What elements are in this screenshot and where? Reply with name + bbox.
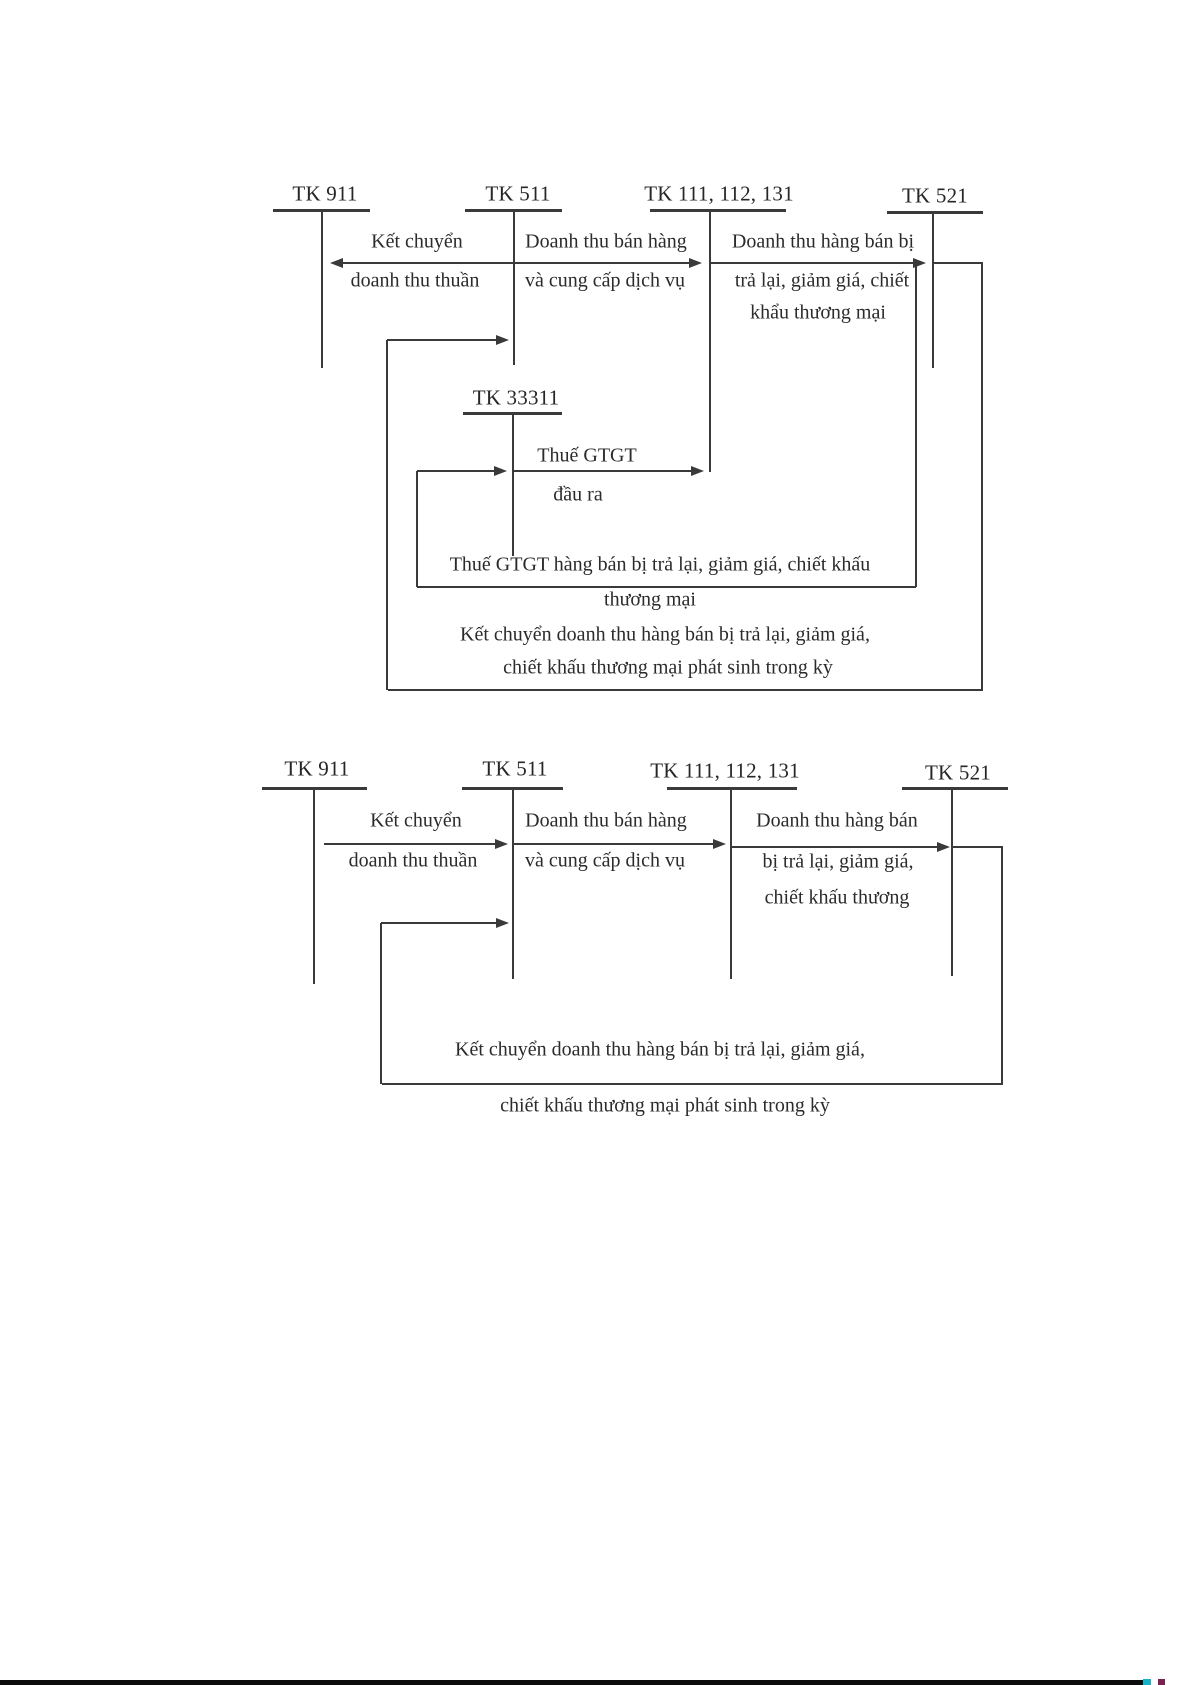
flow-label: Kết chuyển: [371, 230, 463, 253]
t-account-title-tk-521: TK 521: [925, 760, 991, 785]
t-account-stem-tk-511: [512, 788, 514, 979]
flow-line-horizontal: [338, 262, 514, 264]
t-account-bar-tk-111-112-131: [650, 209, 786, 212]
arrowhead-right-icon: [689, 258, 702, 268]
flow-line-horizontal: [417, 470, 498, 472]
flow-line-horizontal: [513, 470, 696, 472]
t-account-title-tk-521: TK 521: [902, 183, 968, 208]
flow-label: và cung cấp dịch vụ: [525, 849, 685, 872]
t-account-stem-tk-911: [313, 788, 315, 984]
flow-line-horizontal: [710, 262, 916, 264]
flow-label: Doanh thu bán hàng: [525, 230, 687, 253]
t-account-title-tk-911: TK 911: [292, 181, 358, 206]
flow-label: khẩu thương mại: [750, 301, 886, 324]
flow-line-vertical: [386, 340, 388, 690]
t-account-title-tk-33311: TK 33311: [472, 385, 560, 410]
t-account-title-tk-111-112-131: TK 111, 112, 131: [650, 758, 800, 783]
flow-line-horizontal: [933, 262, 983, 264]
flow-label: đầu ra: [553, 483, 603, 506]
page-bottom-bar: [0, 1680, 1143, 1685]
flow-line-horizontal: [514, 262, 694, 264]
arrowhead-right-icon: [496, 918, 509, 928]
t-account-title-tk-511: TK 511: [482, 756, 548, 781]
flow-line-vertical: [915, 264, 917, 587]
t-account-stem-tk-511: [513, 210, 515, 365]
flow-label: Doanh thu hàng bán bị: [731, 230, 915, 253]
flow-label: Kết chuyển doanh thu hàng bán bị trả lại, giảm giá,: [460, 623, 870, 646]
flow-line-horizontal: [324, 843, 500, 845]
arrowhead-right-icon: [494, 466, 507, 476]
flow-label: bị trả lại, giảm giá,: [762, 850, 914, 873]
flow-line-vertical: [981, 263, 983, 690]
flow-label: chiết khấu thương mại phát sinh trong kỳ: [500, 1094, 830, 1117]
arrowhead-right-icon: [913, 258, 926, 268]
flow-line-horizontal: [382, 1083, 1003, 1085]
flow-label: Kết chuyển: [370, 809, 462, 832]
flow-line-vertical: [1001, 847, 1003, 1084]
flow-line-vertical: [380, 923, 382, 1084]
flow-line-horizontal: [388, 689, 983, 691]
flow-line-horizontal: [387, 339, 501, 341]
flow-line-horizontal: [381, 922, 501, 924]
flow-label: chiết khấu thương: [764, 886, 910, 909]
arrowhead-right-icon: [691, 466, 704, 476]
t-account-bar-tk-521: [902, 787, 1008, 790]
arrowhead-right-icon: [496, 335, 509, 345]
flow-line-horizontal: [513, 843, 716, 845]
flow-line-horizontal: [731, 846, 939, 848]
t-account-bar-tk-111-112-131: [667, 787, 797, 790]
t-account-stem-tk-911: [321, 210, 323, 368]
t-account-stem-tk-111-112-131: [730, 788, 732, 979]
arrowhead-left-icon: [330, 258, 343, 268]
scan-artifact-maroon-artifact: [1158, 1679, 1165, 1685]
t-account-stem-tk-111-112-131: [709, 210, 711, 472]
t-account-title-tk-111-112-131: TK 111, 112, 131: [644, 181, 794, 206]
flow-label: thương mại: [604, 588, 696, 611]
arrowhead-right-icon: [495, 839, 508, 849]
flow-line-horizontal: [952, 846, 1003, 848]
flow-line-vertical: [416, 471, 418, 587]
flow-label: doanh thu thuần: [348, 849, 478, 872]
flow-label: Doanh thu hàng bán: [756, 809, 918, 832]
t-account-title-tk-511: TK 511: [485, 181, 551, 206]
t-account-stem-tk-33311: [512, 413, 514, 556]
flow-label: Kết chuyển doanh thu hàng bán bị trả lại, giảm giá,: [455, 1038, 865, 1061]
flow-label: Thuế GTGT: [537, 444, 637, 467]
scan-artifact-cyan-artifact: [1143, 1679, 1151, 1685]
flow-label: và cung cấp dịch vụ: [525, 269, 685, 292]
t-account-title-tk-911: TK 911: [284, 756, 350, 781]
t-account-bar-tk-521: [887, 211, 983, 214]
flow-label: Doanh thu bán hàng: [525, 809, 687, 832]
flow-label: Thuế GTGT hàng bán bị trả lại, giảm giá, chiết khấu: [449, 553, 871, 576]
t-account-stem-tk-521: [951, 788, 953, 976]
flow-label: doanh thu thuần: [350, 269, 480, 292]
t-account-stem-tk-521: [932, 212, 934, 368]
arrowhead-right-icon: [713, 839, 726, 849]
flow-label: trả lại, giảm giá, chiết: [734, 269, 910, 292]
flow-label: chiết khấu thương mại phát sinh trong kỳ: [503, 656, 833, 679]
arrowhead-right-icon: [937, 842, 950, 852]
